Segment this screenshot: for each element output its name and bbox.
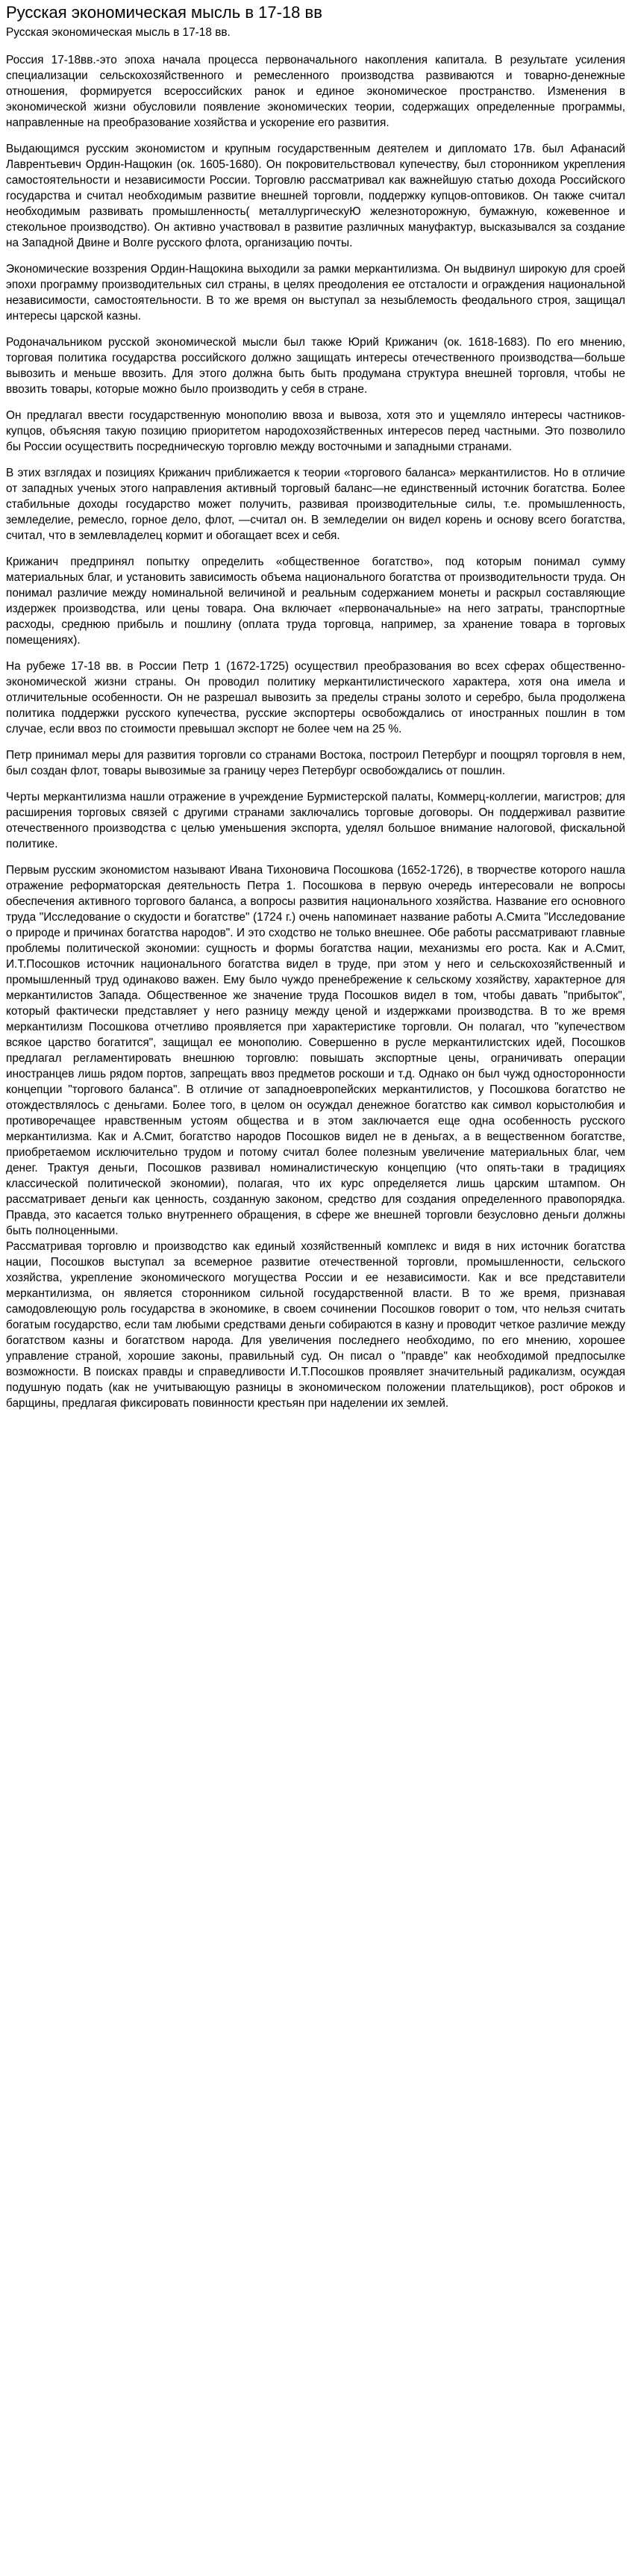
- paragraph-mercantilism-traits: Черты меркантилизма нашли отражение в учреждение Бурмистерской палаты, Коммерц-коллегии, магистров; для расширения торговых связей с другими странами заключались торговые договоры. Он поддерживал развитие отечественного производства с целью уменьшения экспорта, уделял большое внимание налоговой, фискальной политике.: [6, 791, 625, 850]
- paragraph-krizhanich-wealth: Крижанич предпринял попытку определить «общественное богатство», под которым понимал сумму материальных благ, и установить зависимость объема национального богатства от производительности труда. Он понимал различие между номинальной величиной и реальным содержанием монеты и раскрыл составляющие издержек производства, или цены товара. Она включает «первоначальные» на него затраты, транспортные расходы, среднюю прибыль и пошлину (оплата труда торговца, например, за хранение товара в торговых помещениях).: [6, 556, 625, 647]
- paragraph-peter-reforms: На рубеже 17-18 вв. в России Петр 1 (1672-1725) осуществил преобразования во всех сферах общественно-экономической жизни страны. Он проводил политику меркантилистического характера, хотя она имела и отличительные особенности. Он не разрешал вывозить за пределы страны золото и серебро, была продолжена политика поддержки русского купечества, русские экспортеры освобождались от иностранных пошлин в том случае, если ввоз по стоимости превышал экспорт не более чем на 25 %.: [6, 660, 625, 735]
- paragraph-krizhanich-monopoly: Он предлагал ввести государственную монополию ввоза и вывоза, хотя это и ущемляло интересы частников-купцов, объясняя такую позицию приоритетом народохозяйственных интересов перед частными. Это позволило бы России осуществить посредническую торговлю между восточными и западными странами.: [6, 409, 625, 453]
- paragraph-pososhkov: Первым русским экономистом называют Ивана Тихоновича Посошкова (1652-1726), в творчестве которого нашла отражение реформаторская деятельность Петра 1. Посошкова в первую очередь интересовали не вопросы обеспечения активного торгового баланса, а вопросы развития национального хозяйства. Название его основного труда "Исследование о скудости и богатстве" (1724 г.) очень напоминает название работы А.Смита "Исследование о природе и причинах богатства народов". И это сходство не только внешнее. Обе работы рассматривают главные проблемы политической экономии: сущность и формы богатства нации, механизмы его роста. Как и А.Смит, И.Т.Посошков источник национального богатства видел в труде, при этом у него и сельскохозяйственный и промышленный труд одинаково важен. Ему было чуждо пренебрежение к сельскому хозяйству, характерное для меркантилистов Запада. Общественное же значение труда Посошков видел в том, чтобы давать "прибыток", который фактически представляет у него разницу между ценой и издержками производства. В то же время меркантилизм Посошкова отчетливо проявляется при характеристике торговли. Он полагал, что "купечеством всякое царство богатится", защищал ее монополию. Совершенно в русле меркантилистских идей, Посошков предлагал регламентировать внешнюю торговлю: повышать экспортные цены, ограничивать операции иностранцев лишь рядом портов, запрещать ввоз предметов роскоши и т.д. Однако он был чужд односторонности концепции "торгового баланса". В отличие от западноевропейских меркантилистов, у Посошкова богатство не отождествлялось с деньгами. Более того, в целом он осуждал денежное богатство как символ корыстолюбия и противоречащее нравственным устоям общества и в этом заключается еще одна особенность русского меркантилизма. Как и А.Смит, богатство народов Посошков видел не в деньгах, а в вещественном богатстве, приобретаемом исключительно трудом и потому считал более полезным увеличение материальных благ, чем денег. Трактуя деньги, Посошков развивал номиналистическую концепцию (что опять-таки в традициях классической политической экономии), полагая, что их курс определяется лишь царским штампом. Он рассматривает деньги как ценность, созданную законом, средство для создания определенного правопорядка. Правда, это касается только внутреннего обращения, в сфере же внешней торговли безусловно деньги должны быть полноценными.: [6, 864, 625, 1237]
- paragraph-krizhanich: Родоначальником русской экономической мысли был также Юрий Крижанич (ок. 1618-1683). По его мнению, торговая политика государства российского должно защищать интересы отечественного производства—больше вывозить и меньше ввозить. Для этого должна быть быть продумана структура внешней торговля, чтобы не ввозить товары, которые можно было производить у себя в стране.: [6, 336, 625, 396]
- paragraph-intro: Россия 17-18вв.-это эпоха начала процесса первоначального накопления капитала. В результате усиления специализации сельскохозяйственного и ремесленного производства развиваются и товарно-денежные отношения, формируется всероссийских ранок и единое экономическое пространство. Изменения в экономической жизни обусловили появление экономических теории, содержащих определенные программы, направленные на преобразование хозяйства и ускорение его развития.: [6, 54, 625, 129]
- page-subtitle: Русская экономическая мысль в 17-18 вв.: [6, 26, 231, 39]
- paragraph-pososhkov-trade: Рассматривая торговлю и производство как единый хозяйственный комплекс и видя в них источник богатства нации, Посошков выступал за всемерное развитие отечественной торговли, промышленности, сельского хозяйства, укрепление экономического могущества России и ее независимости. Как и все представители меркантилизма, он является сторонником сильной государственной власти. В то же время, признавая самодовлеющую роль государства в экономике, в своем сочинении Посошков говорит о том, что нельзя считать богатым государство, если там любыми средствами деньги собираются в казну и проводит четкое различие между богатством казны и богатством народа. Для увеличения последнего необходимо, по его мнению, хорошее управление страной, хорошие законы, правильный суд. Он писал о "правде" как необходимой предпосылке возможности. В поисках правды и справедливости И.Т.Посошков проявляет значительный радикализм, осуждая подушную подать (как не учитывающую разницы в экономическом положении плательщиков), рост оброков и барщины, предлагая фиксировать повинности крестьян при наделении их землей.: [6, 1240, 625, 1410]
- paragraph-ordin-nashchokin-views: Экономические воззрения Ордин-Нащокина выходили за рамки меркантилизма. Он выдвинул широкую для сроей эпохи программу производительных сил страны, в целях преодоления ее отсталости и ограждения национальной независимости, самостоятельности. В то же время он выступал за незыблемость феодального строя, защищал интересы царской казны.: [6, 263, 625, 323]
- page-title: Русская экономическая мысль в 17-18 вв: [6, 3, 322, 22]
- paragraph-ordin-nashchokin: Выдающимся русским экономистом и крупным государственным деятелем и дипломато 17в. был Афанасий Лаврентьевич Ордин-Нащокин (ок. 1605-1680). Он покровительствовал купечеству, был сторонником укрепления самостоятельности и независимости России. Торговлю рассматривал как важнейшую статью дохода Российского государства и считал необходимым развитие внешней торговли, поддержку купцов-оптовиков. Он также считал необходимым развивать промышленность( металлургическуЮ железноторожную, бумажную, кожевенное и стекольное производство). Он активно участвовал в развитие различных мануфактур, высказывался за создание на Западной Двине и Волге русского флота, организацию почты.: [6, 143, 625, 249]
- paragraph-peter-trade: Петр принимал меры для развития торговли со странами Востока, построил Петербург и поощрял торговля в нем, был создан флот, товары вывозимые за границу через Петербург освобождались от пошлин.: [6, 749, 625, 777]
- paragraph-krizhanich-balance: В этих взглядах и позициях Крижанич приближается к теории «торгового баланса» меркантилистов. Но в отличие от западных ученых этого направления активный торговый баланс—не единственный источник богатства. Более стабильные доходы государство может получить, развивая производительные силы, т.е. промышленность, земледелие, ремесло, горное дело, флот, —считал он. В земледелии он видел корень и основу всего богатства, считал, что в землевладелец кормит и обогащает всех и себя.: [6, 467, 625, 542]
